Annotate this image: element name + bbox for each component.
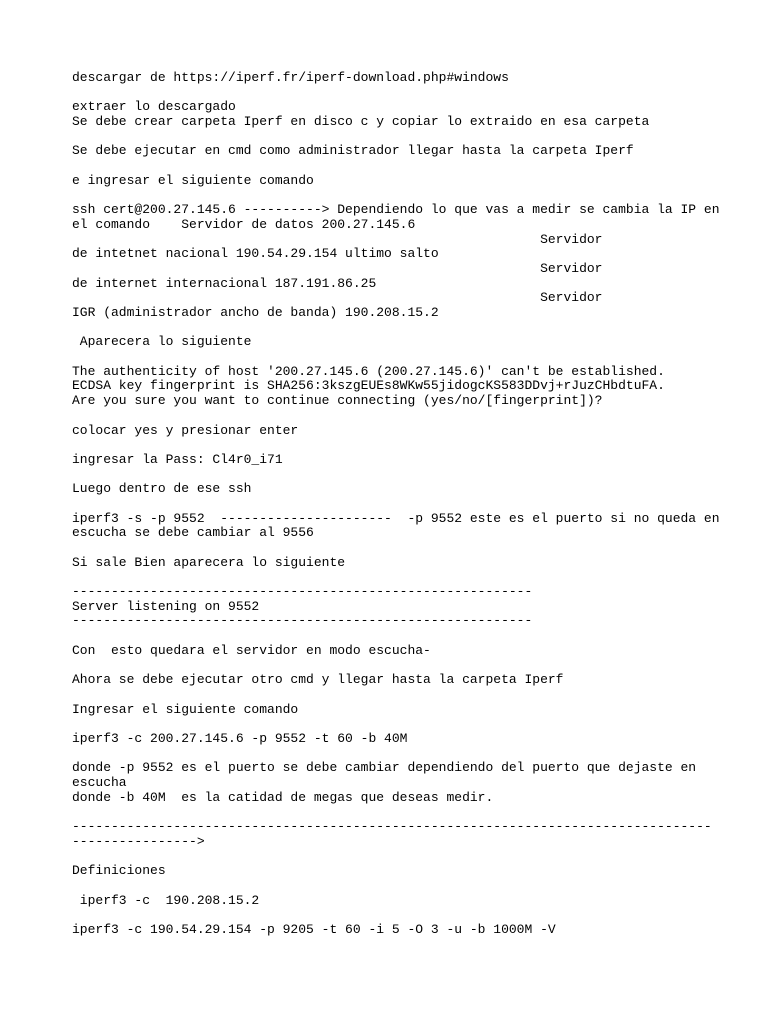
blank-line (72, 497, 712, 512)
blank-line (72, 438, 712, 453)
text-line: ----------------------------------------------------------- (72, 613, 533, 629)
text-line: ECDSA key fingerprint is SHA256:3kszgEUEs8WKw55jidogcKS583DDvj+rJuzCHbdtuFA. (72, 378, 665, 394)
document-page (72, 70, 720, 938)
blank-line (72, 350, 712, 365)
blank-line (72, 321, 712, 336)
blank-line (72, 747, 712, 762)
text-line: iperf3 -c 200.27.145.6 -p 9552 -t 60 -b 40M (72, 730, 408, 746)
text-line: Se debe crear carpeta Iperf en disco c y copiar lo extraido en esa carpeta (72, 114, 650, 130)
text-line: extraer lo descargado (72, 99, 236, 115)
text-line: Servidor (72, 231, 603, 247)
blank-line (72, 409, 712, 424)
text-line: ---------------------------------------------------------------------------------- (72, 819, 712, 835)
text-line: IGR (administrador ancho de banda) 190.208.15.2 (72, 305, 439, 320)
text-line: donde -b 40M es la catidad de megas que deseas medir. (72, 789, 494, 805)
text-line: descargar de https://iperf.fr/iperf-download.php#windows (72, 70, 509, 85)
blank-line (72, 541, 712, 556)
blank-line (72, 629, 712, 644)
blank-line (72, 908, 712, 923)
blank-line (72, 688, 712, 703)
text-line: donde -p 9552 es el puerto se debe cambiar dependiendo del puerto que dejaste en (72, 760, 697, 776)
text-line: Servidor (72, 260, 603, 276)
text-line: e ingresar el siguiente comando (72, 172, 314, 188)
blank-line (72, 717, 712, 732)
blank-line (72, 86, 712, 101)
text-line: escucha se debe cambiar al 9556 (72, 525, 314, 541)
text-line: Ingresar el siguiente comando (72, 701, 299, 717)
text-line: escucha (72, 775, 127, 790)
text-line: The authenticity of host '200.27.145.6 (200.27.145.6)' can't be established. (72, 363, 665, 379)
blank-line (72, 468, 712, 483)
text-line: iperf3 -s -p 9552 ---------------------- -p 9552 este es el puerto si no queda en (72, 510, 720, 526)
text-line: Servidor (72, 290, 603, 306)
text-line: de intetnet nacional 190.54.29.154 ultimo salto (72, 246, 439, 262)
text-line: ssh cert@200.27.145.6 ----------> Dependiendo lo que vas a medir se cambia la IP en (72, 202, 720, 218)
blank-line (72, 130, 712, 145)
text-line: Definiciones (72, 863, 166, 879)
text-line: Luego dentro de ese ssh (72, 481, 252, 497)
blank-line (72, 159, 712, 174)
text-line: Ahora se debe ejecutar otro cmd y llegar hasta la carpeta Iperf (72, 672, 564, 688)
blank-line (72, 659, 712, 674)
text-line: Con esto quedara el servidor en modo escucha- (72, 642, 431, 658)
text-line: ----------------> (72, 833, 205, 849)
text-line: Aparecera lo siguiente (72, 334, 252, 350)
text-line: Se debe ejecutar en cmd como administrador llegar hasta la carpeta Iperf (72, 143, 634, 159)
blank-line (72, 849, 712, 864)
blank-line (72, 805, 712, 820)
text-line: Are you sure you want to continue connecting (yes/no/[fingerprint])? (72, 393, 603, 409)
text-line: el comando Servidor de datos 200.27.145.6 (72, 216, 416, 232)
text-line: ingresar la Pass: Cl4r0_i71 (72, 451, 283, 467)
blank-line (72, 189, 712, 204)
text-line: iperf3 -c 190.208.15.2 (72, 892, 260, 908)
blank-line (72, 570, 712, 585)
text-line: iperf3 -c 190.54.29.154 -p 9205 -t 60 -i 5 -O 3 -u -b 1000M -V (72, 921, 556, 937)
text-line: colocar yes y presionar enter (72, 422, 299, 438)
text-line: de internet internacional 187.191.86.25 (72, 275, 377, 291)
text-line: Si sale Bien aparecera lo siguiente (72, 554, 346, 570)
text-line: ----------------------------------------------------------- (72, 584, 533, 600)
blank-line (72, 879, 712, 894)
text-line: Server listening on 9552 (72, 598, 260, 614)
